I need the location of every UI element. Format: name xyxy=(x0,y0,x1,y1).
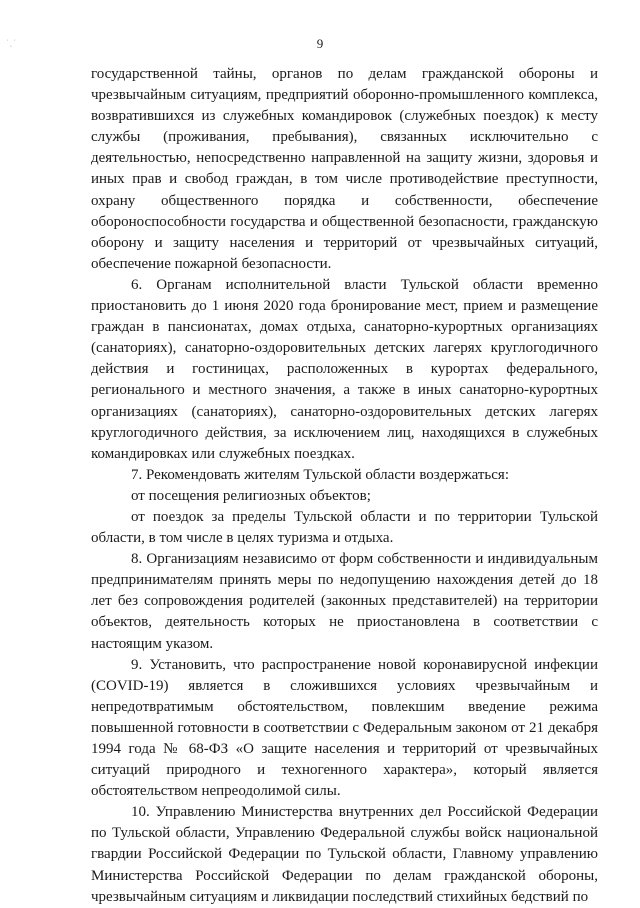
scan-corner-mark: ˙ˎ˙ xyxy=(6,38,17,47)
paragraph-item-8: 8. Организациям независимо от форм собственности и индивидуальным предпринимателям принять меры по недопущению нахождения детей до 18 лет без сопровождения родителей (законных представителей) на территории объектов, деятельность которых не приостановлена в соответствии с настоящим указом. xyxy=(91,551,598,652)
document-body xyxy=(91,64,598,908)
page-number: 9 xyxy=(316,36,324,51)
paragraph-item-7-sub-2: от поездок за пределы Тульской области и по территории Тульской области, в том числе в целях туризма и отдыха. xyxy=(91,508,598,547)
paragraph-item-7: 7. Рекомендовать жителям Тульской области воздержаться: xyxy=(131,466,509,483)
paragraph-continuation: государственной тайны, органов по делам гражданской обороны и чрезвычайным ситуациям, предприятий оборонно-промышленного комплекса, возвратившихся из служебных командировок (служебных поездок) к месту службы (проживания, пребывания), связанных исключительно с деятельностью, непосредственно направленной на защиту жизни, здоровья и иных прав и свобод граждан, в том числе противодействие преступности, охрану общественного порядка и собственности, обеспечение обороноспособности государства и общественной безопасности, гражданскую оборону и защиту населения и территорий от чрезвычайных ситуаций, обеспечение пожарной безопасности. xyxy=(91,66,598,272)
paragraph-item-10: 10. Управлению Министерства внутренних дел Российской Федерации по Тульской области, Управлению Федеральной службы войск национальной гвардии Российской Федерации по Тульской области, Главному управлению Министерства Российской Федерации по делам гражданской обороны, чрезвычайным ситуациям и ликвидации последствий стихийных бедствий по xyxy=(91,804,598,905)
paragraph-item-7-sub-1: от посещения религиозных объектов; xyxy=(131,487,371,504)
paragraph-item-9: 9. Установить, что распространение новой коронавирусной инфекции (COVID-19) является в сложившихся условиях чрезвычайным и непредотвратимым обстоятельством, повлекшим введение режима повышенной готовности в соответствии с Федеральным законом от 21 декабря 1994 года № 68-ФЗ «О защите населения и территорий от чрезвычайных ситуаций природного и техногенного характера», который является обстоятельством непреодолимой силы. xyxy=(91,656,598,800)
paragraph-item-6: 6. Органам исполнительной власти Тульской области временно приостановить до 1 июня 2020 года бронирование мест, прием и размещение граждан в пансионатах, домах отдыха, санаторно-курортных организациях (санаториях), санаторно-оздоровительных детских лагерях круглогодичного действия и гостиницах, расположенных в курортах федерального, регионального и местного значения, а также в иных санаторно-курортных организациях (санаториях), санаторно-оздоровительных детских лагерях круглогодичного действия, за исключением лиц, находящихся в служебных командировках или служебных поездках. xyxy=(91,276,598,462)
